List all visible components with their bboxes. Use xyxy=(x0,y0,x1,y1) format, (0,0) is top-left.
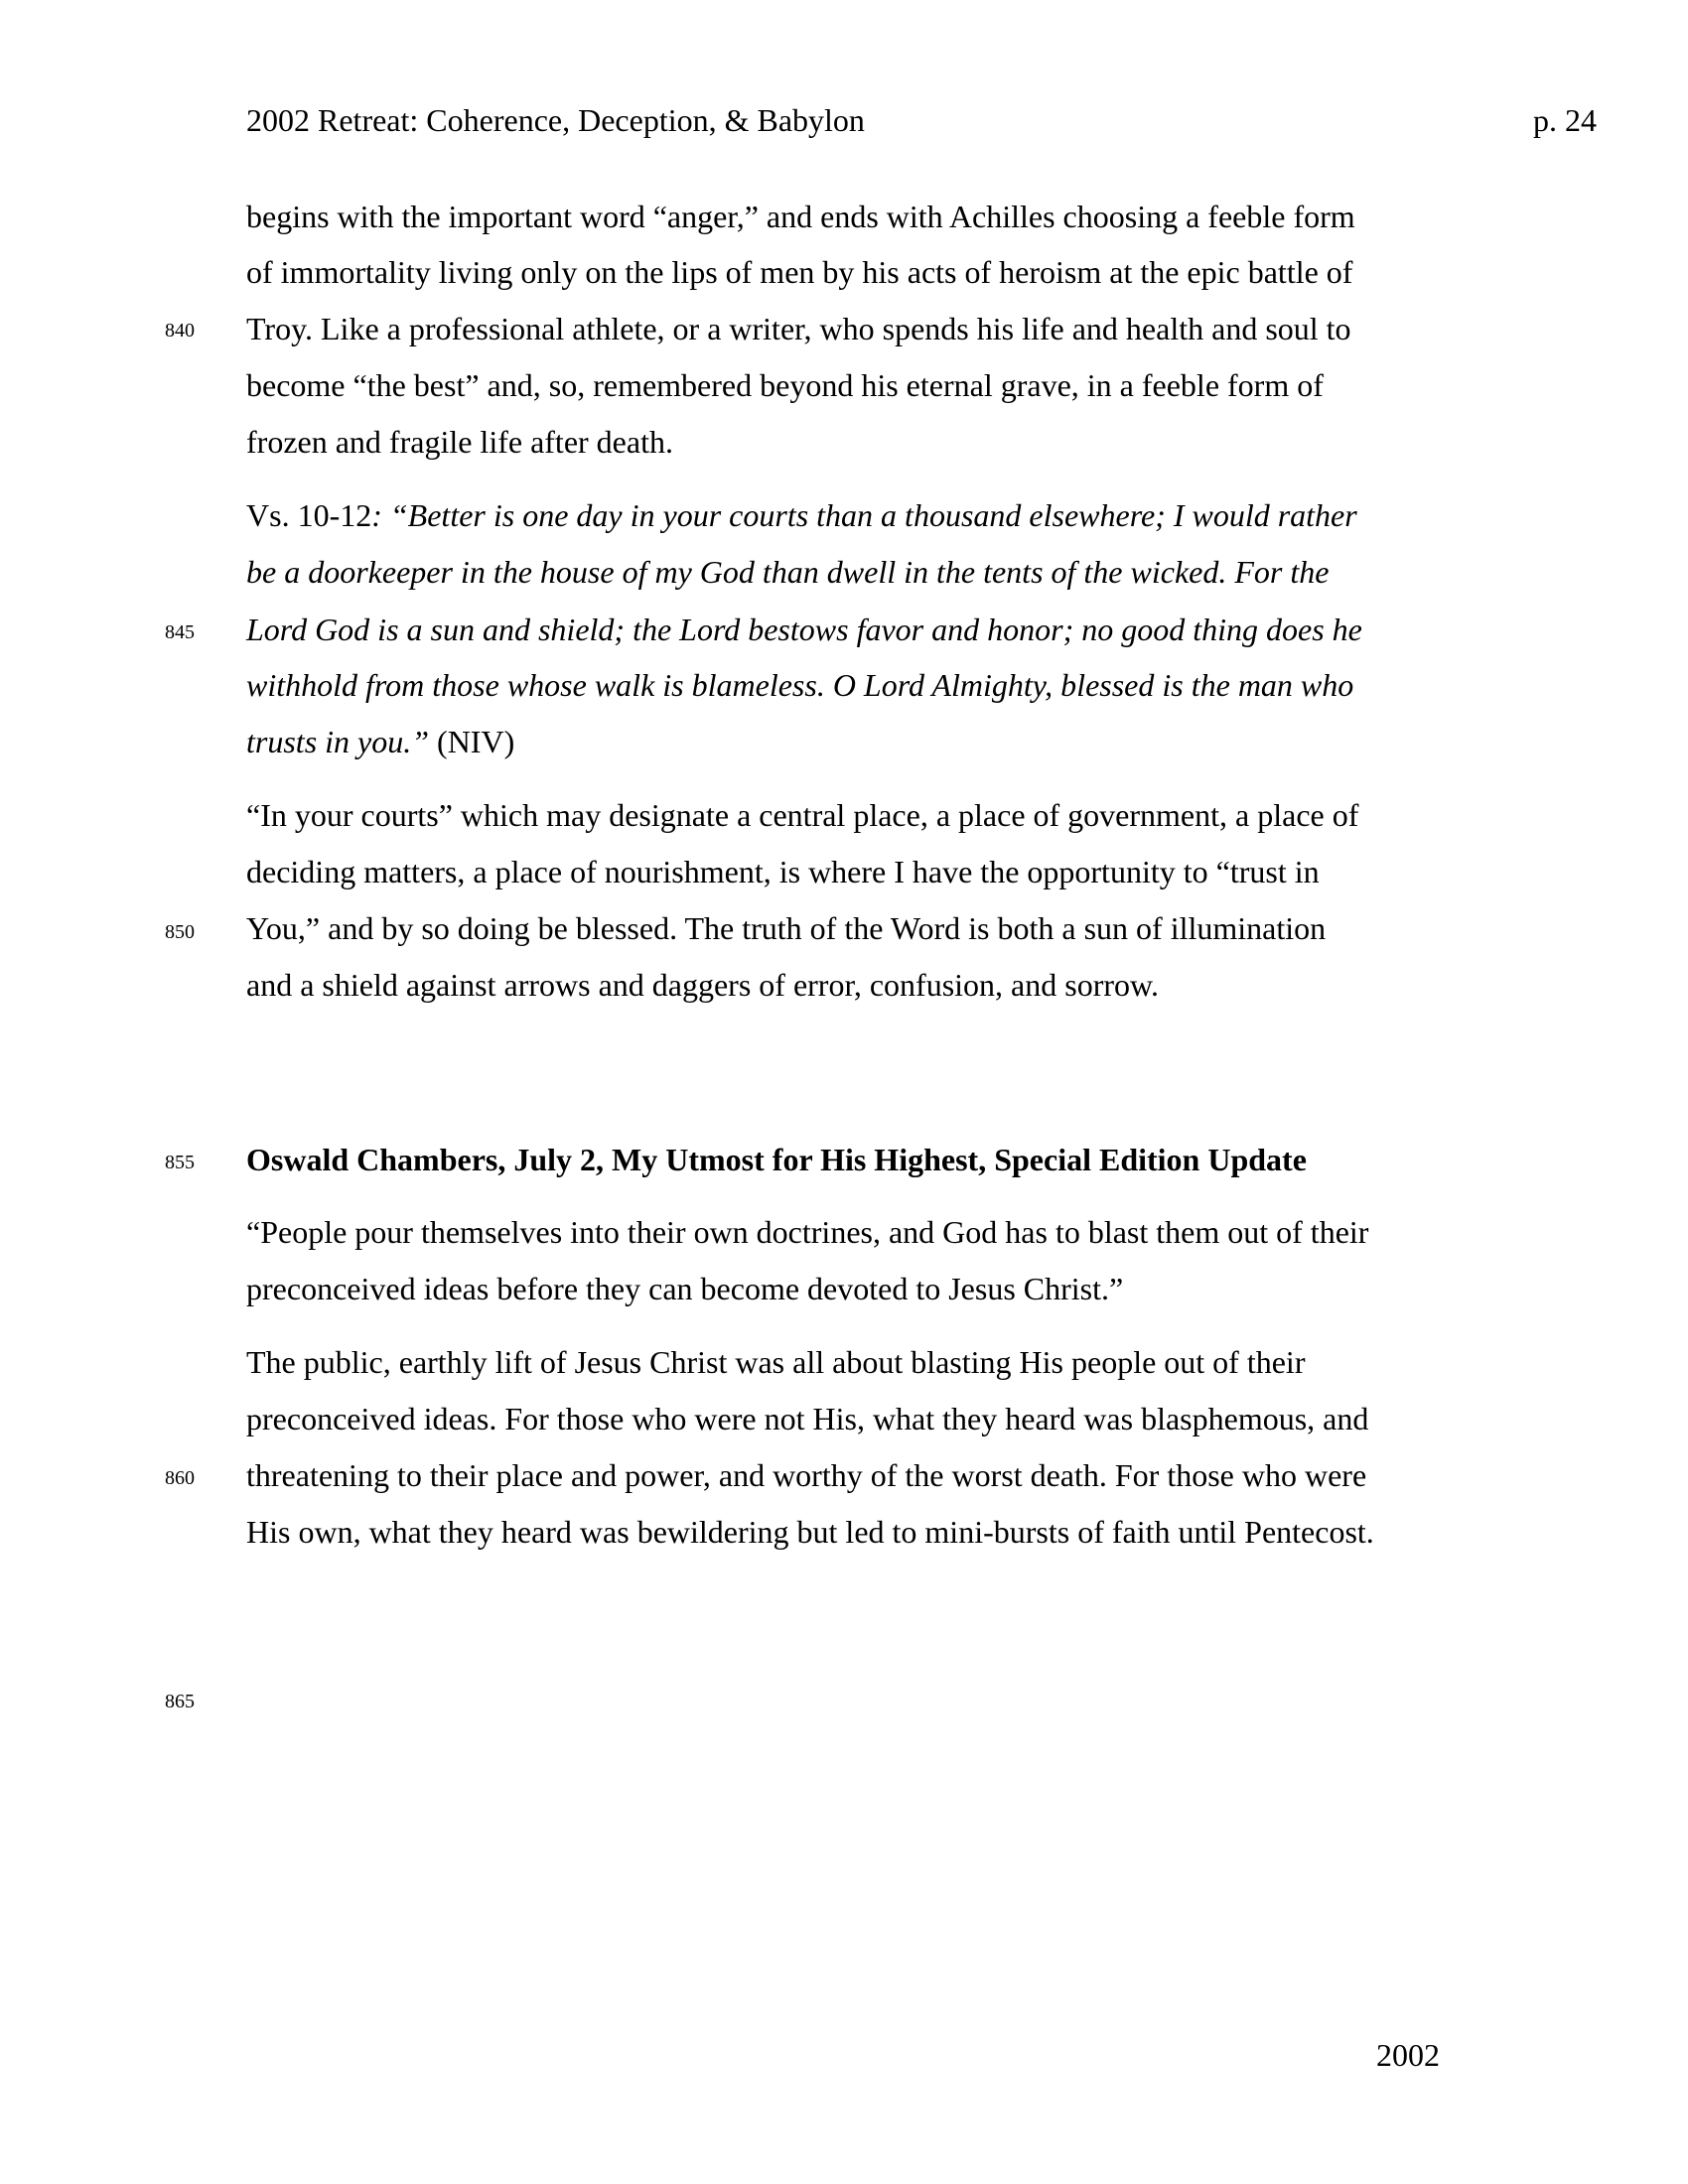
paragraph-line: His own, what they heard was bewildering but led to mini-bursts of faith until Pentecost. xyxy=(246,1514,1374,1550)
quote-line: preconceived ideas before they can become devoted to Jesus Christ.” xyxy=(246,1271,1124,1306)
line-number: 860 xyxy=(165,1467,195,1489)
verse-text: trusts in you.” xyxy=(246,724,430,759)
line-number: 855 xyxy=(165,1152,195,1173)
verse-line xyxy=(246,495,1357,535)
verse-line xyxy=(246,722,514,761)
paragraph-line: You,” and by so doing be blessed. The truth of the Word is both a sun of illumination xyxy=(246,910,1327,946)
paragraph-line: deciding matters, a place of nourishment, is where I have the opportunity to “trust in xyxy=(246,854,1320,889)
verse-line: Lord God is a sun and shield; the Lord bestows favor and honor; no good thing does he xyxy=(246,612,1362,647)
paragraph-line: The public, earthly lift of Jesus Christ was all about blasting His people out of their xyxy=(246,1344,1306,1380)
verse-text: : “Better is one day in your courts than a thousand elsewhere; I would rather xyxy=(371,497,1357,533)
header-title: 2002 Retreat: Coherence, Deception, & Babylon xyxy=(246,102,865,138)
paragraph-line: Troy. Like a professional athlete, or a writer, who spends his life and health and soul to xyxy=(246,311,1351,346)
line-number: 840 xyxy=(165,320,195,341)
line-number: 865 xyxy=(165,1691,195,1712)
paragraph-line: threatening to their place and power, and worthy of the worst death. For those who were xyxy=(246,1457,1367,1493)
line-number: 850 xyxy=(165,921,195,943)
header-page-number: p. 24 xyxy=(1533,102,1597,138)
paragraph-line: preconceived ideas. For those who were not His, what they heard was blasphemous, and xyxy=(246,1401,1369,1436)
paragraph-line: frozen and fragile life after death. xyxy=(246,424,673,460)
line-number: 845 xyxy=(165,621,195,643)
verse-version: (NIV) xyxy=(429,724,515,759)
paragraph-line: “In your courts” which may designate a central place, a place of government, a place of xyxy=(246,797,1359,833)
quote-line: “People pour themselves into their own doctrines, and God has to blast them out of their xyxy=(246,1214,1369,1250)
paragraph-line: begins with the important word “anger,” and ends with Achilles choosing a feeble form xyxy=(246,199,1355,234)
footer-year: 2002 xyxy=(1376,2037,1440,2073)
verse-reference: Vs. 10-12 xyxy=(246,497,372,533)
verse-line: be a doorkeeper in the house of my God than dwell in the tents of the wicked. For the xyxy=(246,554,1330,590)
section-heading: Oswald Chambers, July 2, My Utmost for His Highest, Special Edition Update xyxy=(246,1142,1307,1177)
paragraph-line: of immortality living only on the lips of men by his acts of heroism at the epic battle of xyxy=(246,254,1353,290)
verse-line: withhold from those whose walk is blameless. O Lord Almighty, blessed is the man who xyxy=(246,667,1354,703)
paragraph-line: and a shield against arrows and daggers of error, confusion, and sorrow. xyxy=(246,967,1160,1003)
paragraph-line: become “the best” and, so, remembered beyond his eternal grave, in a feeble form of xyxy=(246,367,1324,403)
